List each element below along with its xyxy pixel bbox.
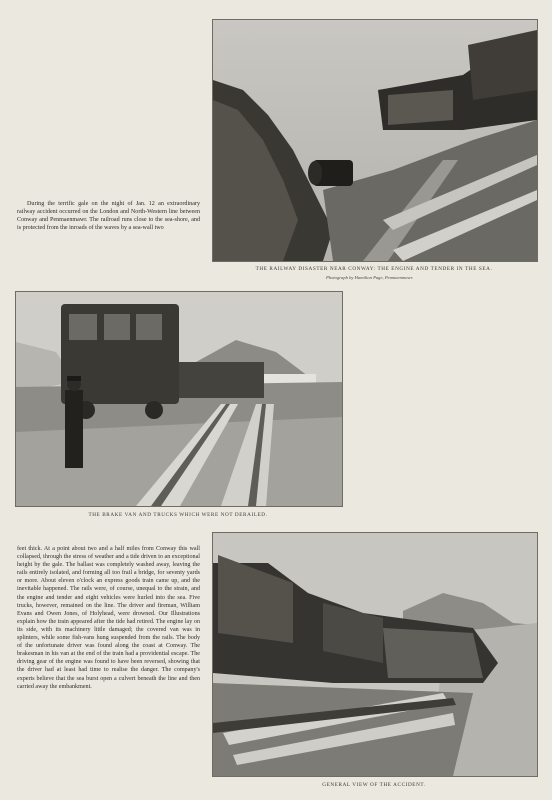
figure-1-credit: Photograph by Hamilton Page, Penmaenmawr. [326, 275, 414, 280]
intro-paragraph: During the terrific gale on the night of Jan. 12 an extraordinary railway accident occurred on the London and North-Western line between Conway and Penmaenmawr. The railroad runs close to the sea-shore, and is protected from the inroads of the waves by a sea-wall two [17, 201, 200, 232]
article-intro [17, 200, 200, 232]
figure-1-caption: THE RAILWAY DISASTER NEAR CONWAY: THE ENGINE AND TENDER IN THE SEA. [255, 266, 493, 272]
general-view-illustration [213, 533, 537, 776]
figure-2-caption: THE BRAKE VAN AND TRUCKS WHICH WERE NOT DERAILED. [88, 512, 268, 518]
figure-3-caption: GENERAL VIEW OF THE ACCIDENT. [322, 782, 426, 788]
photo-engine-in-sea [212, 19, 538, 262]
photo-brake-van [15, 291, 343, 507]
photo-general-view [212, 532, 538, 777]
article-continuation [17, 545, 200, 691]
continuation-paragraph: feet thick. At a point about two and a half miles from Conway this wall collapsed, through the stress of weather and a tide driven to an exceptional height by the gale. The ballast was completely washed away, leaving the rails entirely isolated, and forming all too frail a bridge, for seventy yards or more. About eleven o'clock an express goods train came up, and the inevitable happened. The rails were, of course, unequal to the strain, and the engine and tender and eight vehicles were hurled into the sea. Five trucks, however, remained on the line. The driver and fireman, William Evans and Owen Jones, of Holyhead, were drowned. Our Illustrations explain how the train appeared after the tide had retired. The engine lay on its side, with its machinery little damaged; the covered van was in splinters, while some fish-vans hung suspended from the rails. The body of the unfortunate driver was found along the coast at Conway. The brakesman in his van at the end of the train had a providential escape. The driving gear of the engine was found to have been reversed, showing that the driver had at least had time to realise the danger. The company's experts believe that the sea burst open a culvert beneath the line and then carried away the embankment. [17, 546, 200, 690]
engine-sea-illustration [213, 20, 537, 261]
brake-van-illustration [16, 292, 342, 506]
